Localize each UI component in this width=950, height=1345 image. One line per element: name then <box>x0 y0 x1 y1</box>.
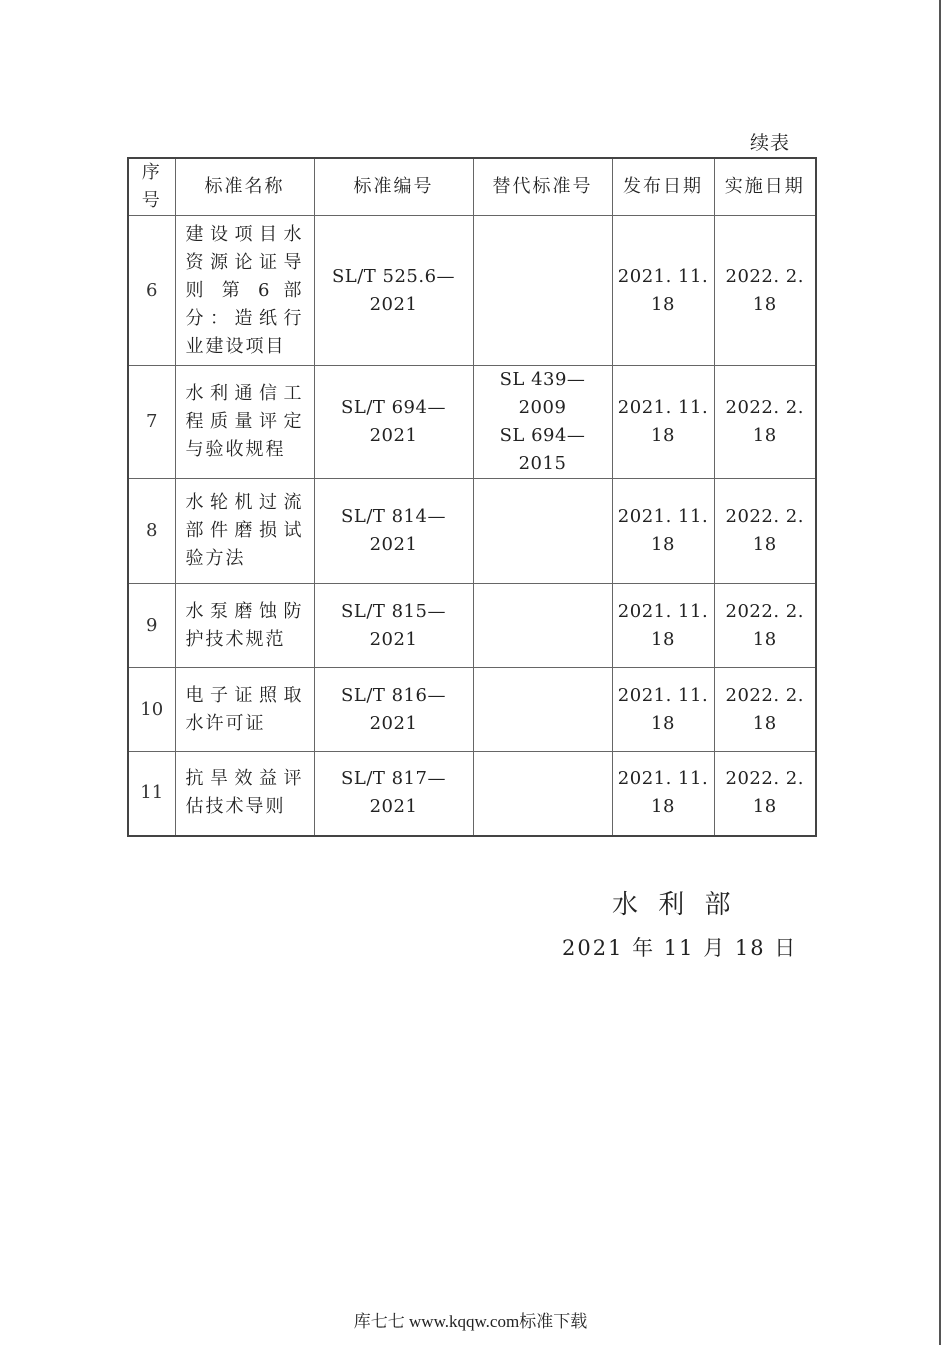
issuing-organization: 水 利 部 <box>612 890 737 920</box>
table-row <box>128 752 816 836</box>
header-replaces: 替代标准号 <box>473 158 612 216</box>
row-issued: 2021. 11. 18 <box>612 216 714 366</box>
row-no: 6 <box>128 216 175 366</box>
replaced-standard: SL 439—2009 <box>499 369 586 418</box>
table-row <box>128 479 816 584</box>
table-row <box>128 366 816 479</box>
row-code: SL/T 816—2021 <box>314 668 473 752</box>
row-no: 11 <box>128 752 175 836</box>
row-effective: 2022. 2. 18 <box>714 584 816 668</box>
header-name: 标准名称 <box>175 158 314 216</box>
row-name: 水轮机过流部件磨损试验方法 <box>175 479 314 584</box>
table-header-row <box>128 158 816 216</box>
row-name: 电子证照取水许可证 <box>175 668 314 752</box>
row-effective: 2022. 2. 18 <box>714 479 816 584</box>
row-name: 水泵磨蚀防护技术规范 <box>175 584 314 668</box>
row-effective: 2022. 2. 18 <box>714 668 816 752</box>
header-effective: 实施日期 <box>714 158 816 216</box>
continued-label: 续表 <box>749 132 790 154</box>
row-replaces <box>473 479 612 584</box>
row-replaces <box>473 584 612 668</box>
row-no: 9 <box>128 584 175 668</box>
row-effective: 2022. 2. 18 <box>714 752 816 836</box>
header-no: 序号 <box>128 158 175 216</box>
table-row <box>128 216 816 366</box>
replaced-standard: SL 694—2015 <box>499 425 586 474</box>
row-effective: 2022. 2. 18 <box>714 366 816 479</box>
issue-date: 2021 年 11 月 18 日 <box>562 936 798 960</box>
row-no: 7 <box>128 366 175 479</box>
row-code: SL/T 817—2021 <box>314 752 473 836</box>
row-replaces <box>473 366 612 479</box>
row-name: 水利通信工程质量评定与验收规程 <box>175 366 314 479</box>
header-code: 标准编号 <box>314 158 473 216</box>
row-issued: 2021. 11. 18 <box>612 752 714 836</box>
row-code: SL/T 814—2021 <box>314 479 473 584</box>
row-effective: 2022. 2. 18 <box>714 216 816 366</box>
header-issued: 发布日期 <box>612 158 714 216</box>
row-code: SL/T 694—2021 <box>314 366 473 479</box>
row-replaces <box>473 752 612 836</box>
standards-table <box>127 157 817 837</box>
row-issued: 2021. 11. 18 <box>612 366 714 479</box>
row-replaces <box>473 668 612 752</box>
row-replaces <box>473 216 612 366</box>
row-no: 8 <box>128 479 175 584</box>
row-code: SL/T 525.6—2021 <box>314 216 473 366</box>
row-issued: 2021. 11. 18 <box>612 584 714 668</box>
row-issued: 2021. 11. 18 <box>612 479 714 584</box>
table-row <box>128 584 816 668</box>
row-no: 10 <box>128 668 175 752</box>
row-name: 抗旱效益评估技术导则 <box>175 752 314 836</box>
row-code: SL/T 815—2021 <box>314 584 473 668</box>
row-name: 建设项目水资源论证导则 第 6 部分：造纸行业建设项目 <box>175 216 314 366</box>
row-issued: 2021. 11. 18 <box>612 668 714 752</box>
footer-watermark: 库七七 www.kqqw.com标准下载 <box>353 1312 588 1331</box>
table-row <box>128 668 816 752</box>
